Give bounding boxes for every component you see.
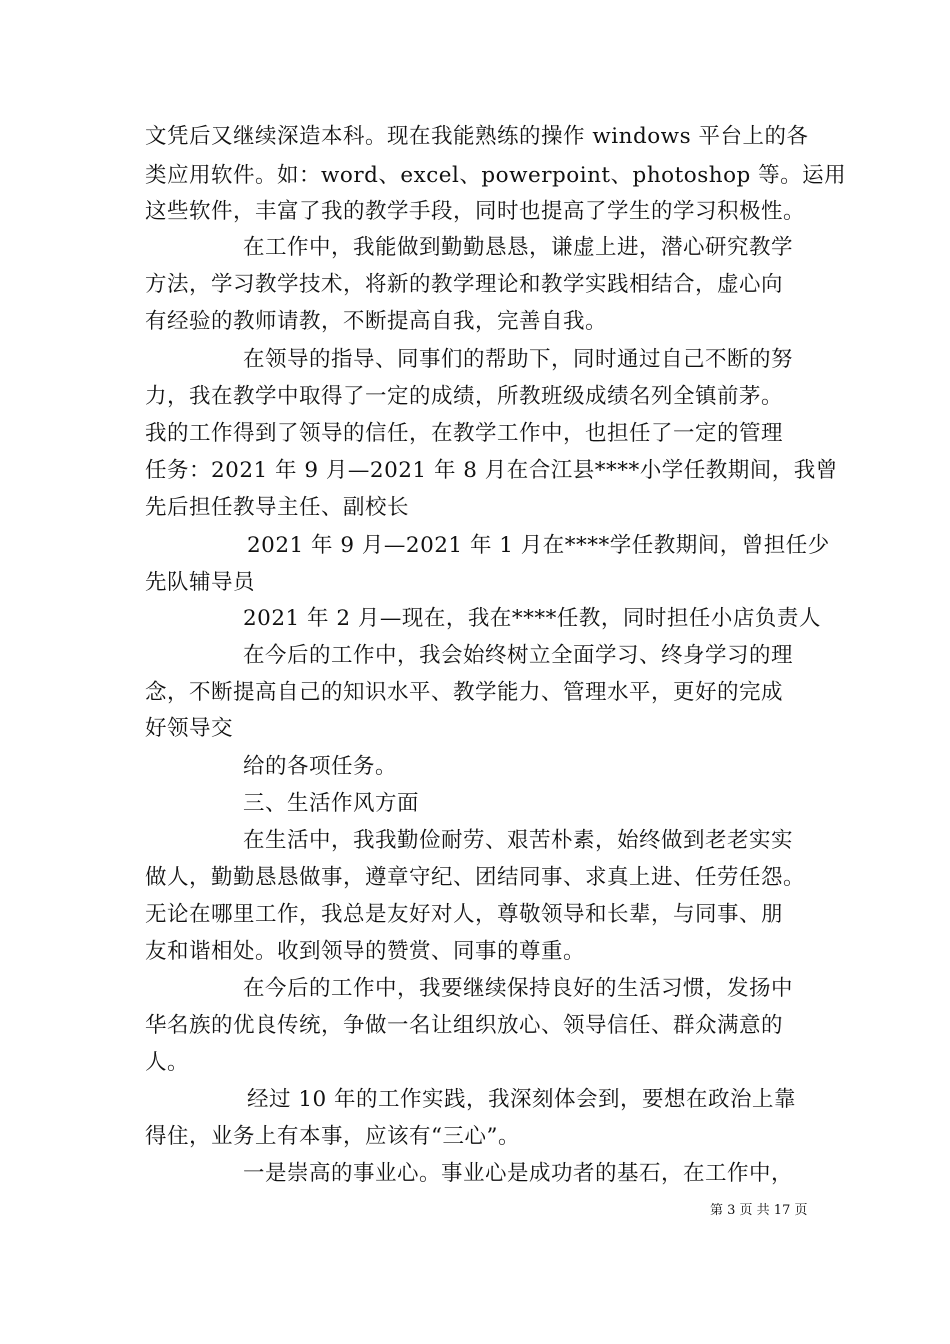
text-line: 在今后的工作中，我要继续保持良好的生活习惯，发扬中: [243, 976, 794, 1001]
text-line: 华名族的优良传统，争做一名让组织放心、领导信任、群众满意的: [145, 1013, 784, 1038]
text-line: 在领导的指导、同事们的帮助下，同时通过自己不断的努: [243, 347, 794, 372]
text-line: 做人，勤勤恳恳做事，遵章守纪、团结同事、求真上进、任劳任怨。: [145, 865, 806, 890]
text-line: 一是崇高的事业心。事业心是成功者的基石，在工作中，: [243, 1161, 794, 1186]
text-line: 得住，业务上有本事，应该有“三心”。: [145, 1124, 520, 1149]
text-line: 方法，学习教学技术，将新的教学理论和教学实践相结合，虚心向: [145, 272, 784, 297]
text-line: 有经验的教师请教，不断提高自我，完善自我。: [145, 309, 608, 334]
section-heading: 三、生活作风方面: [243, 791, 420, 816]
text-line: 人。: [145, 1050, 190, 1075]
text-line: 2021 年 9 月—2021 年 1 月在****学任教期间，曾担任少: [247, 533, 830, 558]
text-line: 2021 年 2 月—现在，我在****任教，同时担任小店负责人: [243, 606, 821, 631]
text-line: 这些软件，丰富了我的教学手段，同时也提高了学生的学习积极性。: [145, 199, 806, 224]
text-line: 经过 10 年的工作实践，我深刻体会到，要想在政治上靠: [247, 1087, 797, 1112]
text-line: 好领导交: [145, 716, 234, 741]
text-line: 先后担任教导主任、副校长: [145, 495, 410, 520]
text-line: 给的各项任务。: [243, 754, 398, 779]
text-line: 在工作中，我能做到勤勤恳恳，谦虚上进，潜心研究教学: [243, 235, 794, 260]
text-line: 文凭后又继续深造本科。现在我能熟练的操作 windows 平台上的各: [145, 124, 809, 149]
text-line: 在今后的工作中，我会始终树立全面学习、终身学习的理: [243, 643, 794, 668]
text-line: 我的工作得到了领导的信任，在教学工作中，也担任了一定的管理: [145, 421, 784, 446]
text-line: 无论在哪里工作，我总是友好对人，尊敬领导和长辈，与同事、朋: [145, 902, 784, 927]
page-number: 第 3 页 共 17 页: [710, 1203, 808, 1218]
text-line: 力，我在教学中取得了一定的成绩，所教班级成绩名列全镇前茅。: [145, 384, 784, 409]
text-line: 先队辅导员: [145, 570, 256, 595]
text-line: 类应用软件。如：word、excel、powerpoint、photoshop 等。运用: [145, 163, 847, 188]
text-line: 友和谐相处。收到领导的赞赏、同事的尊重。: [145, 939, 586, 964]
text-line: 在生活中，我我勤俭耐劳、艰苦朴素，始终做到老老实实: [243, 828, 794, 853]
text-line: 念，不断提高自己的知识水平、教学能力、管理水平，更好的完成: [145, 680, 784, 705]
text-line: 任务：2021 年 9 月—2021 年 8 月在合江县****小学任教期间，我曾: [145, 458, 838, 483]
